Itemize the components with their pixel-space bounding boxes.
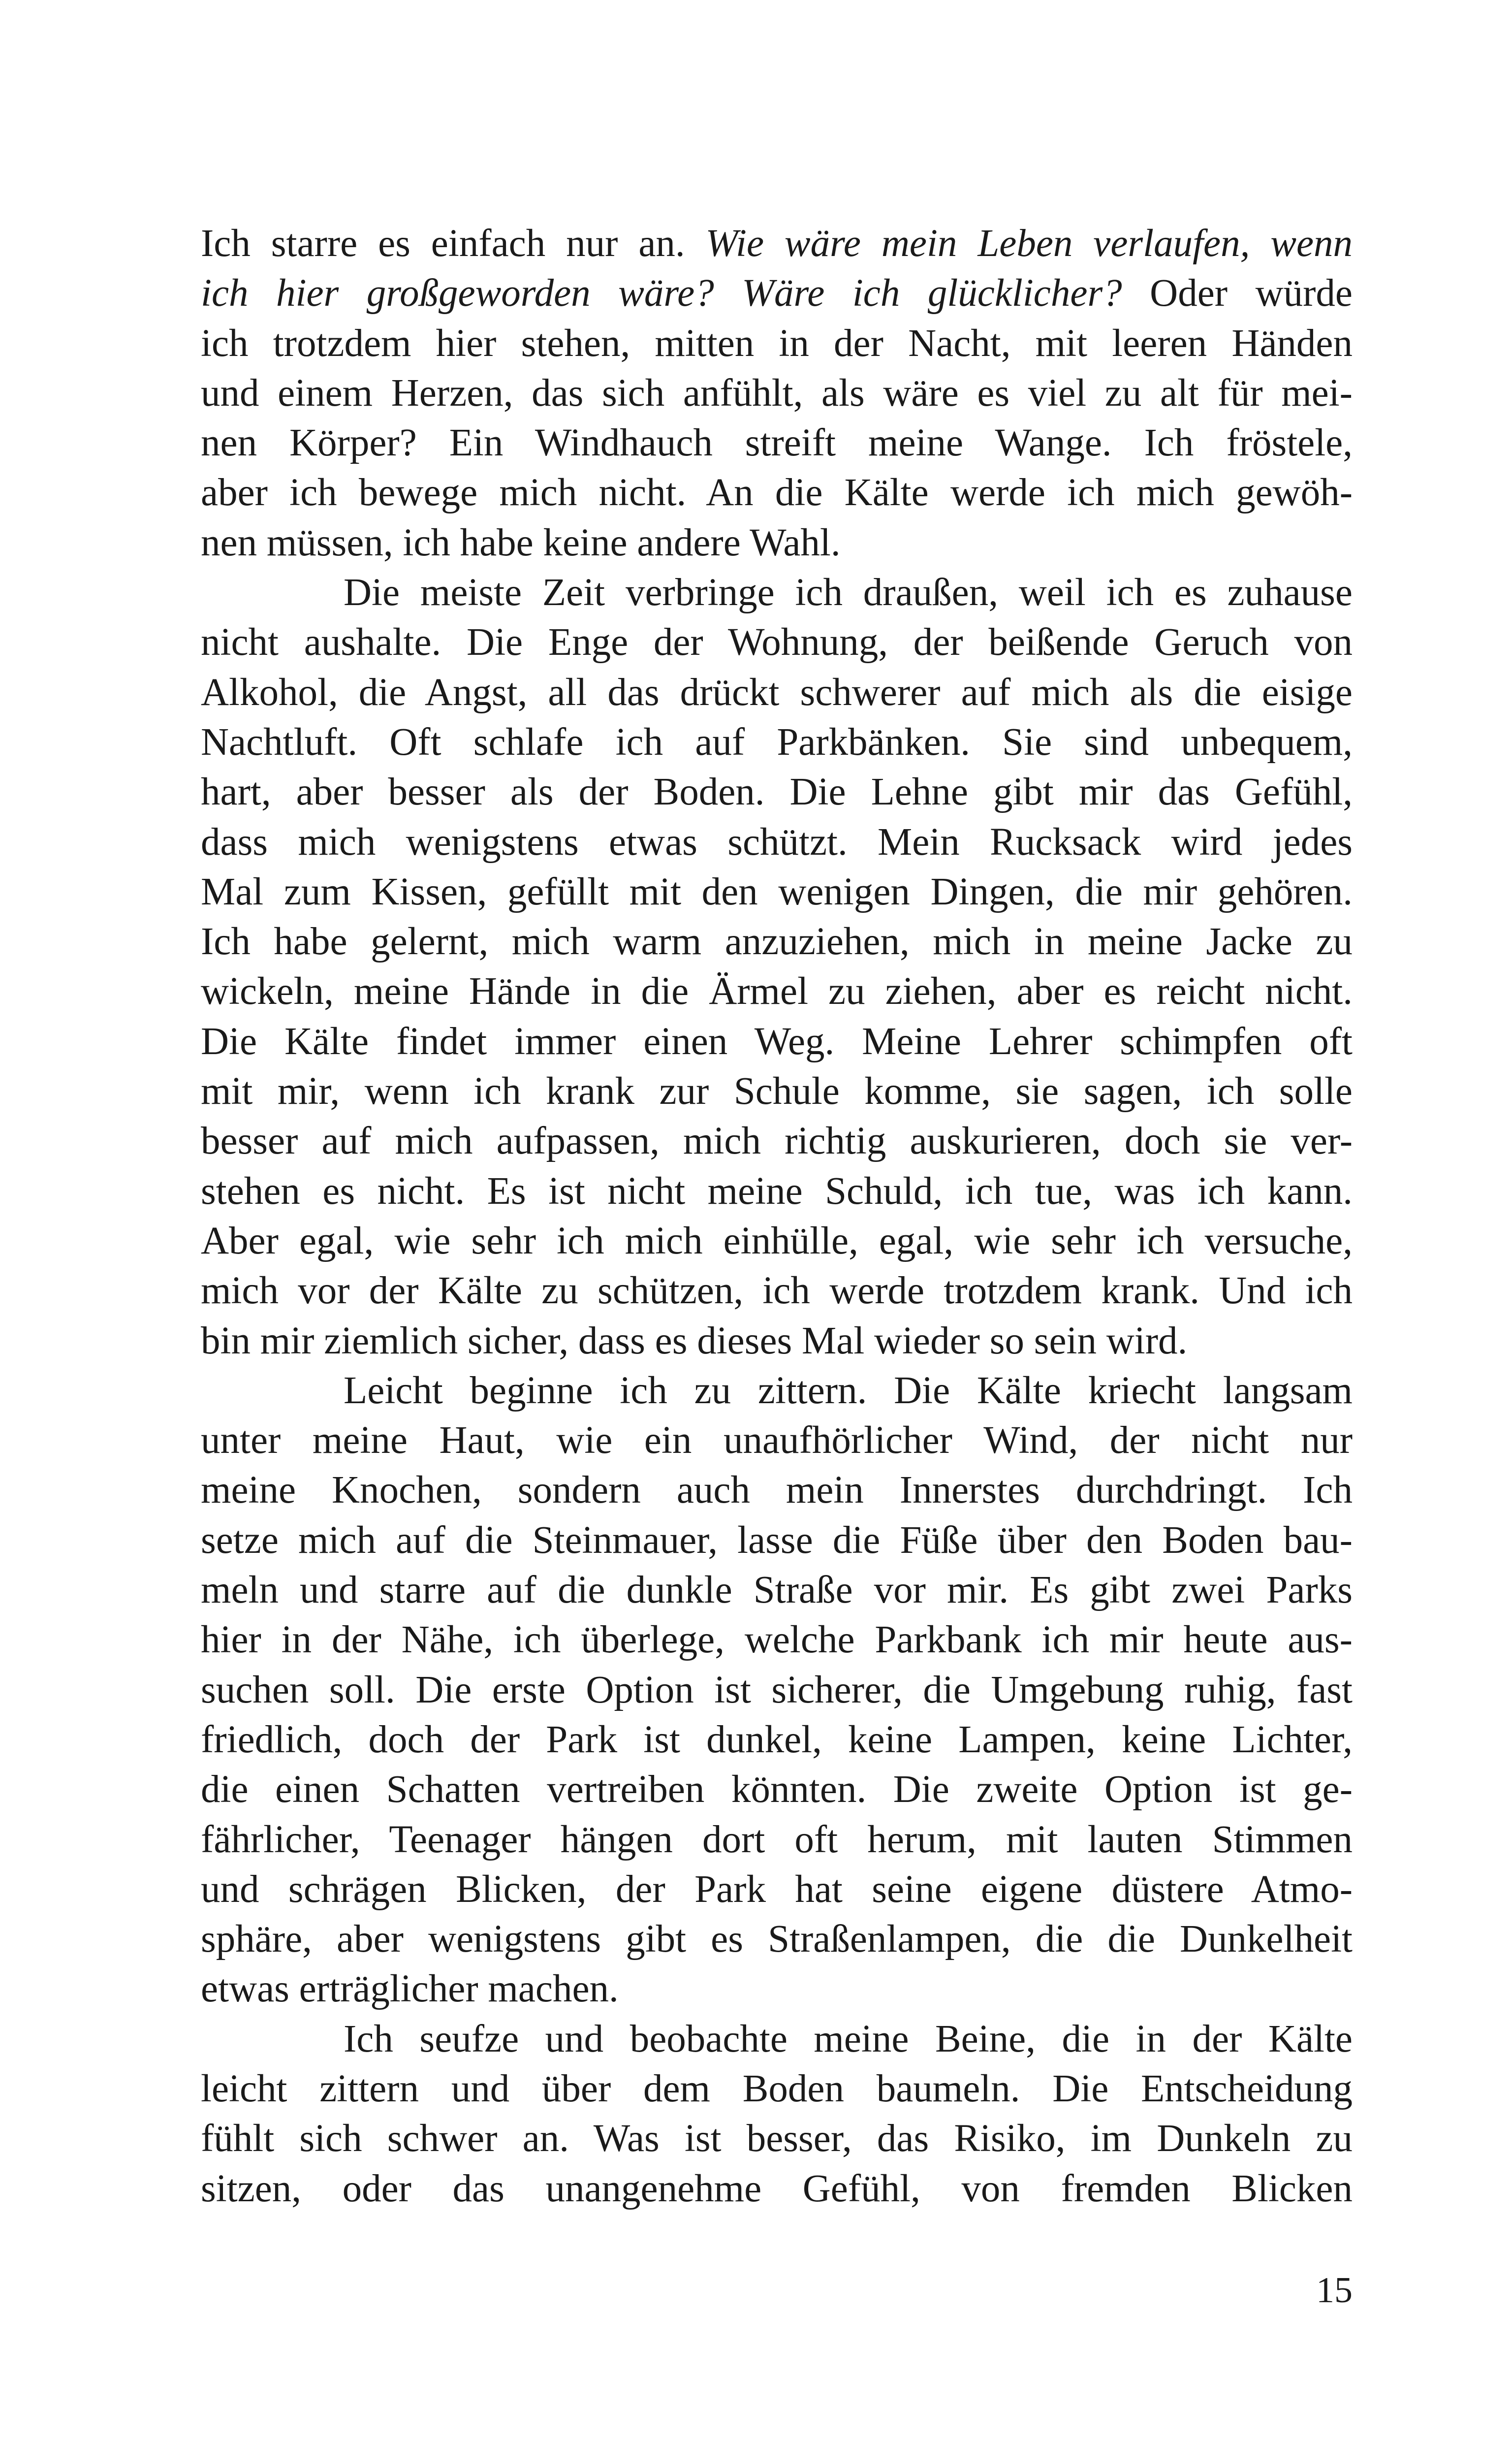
text-line xyxy=(201,1914,1353,1964)
text-segment: nen Körper? Ein Windhauch streift meine Wange. Ich fröstele, xyxy=(201,421,1353,465)
text-segment: dass mich wenigstens etwas schützt. Mein Rucksack wird jedes xyxy=(201,820,1353,864)
text-line xyxy=(201,1665,1353,1715)
text-line xyxy=(201,1815,1353,1864)
text-segment: Ich starre es einfach nur an. xyxy=(201,222,706,265)
text-line xyxy=(201,1415,1353,1465)
text-segment: leicht zittern und über dem Boden baumeln. Die Entscheidung xyxy=(201,2067,1353,2110)
text-line xyxy=(201,1615,1353,1665)
text-segment: aber ich bewege mich nicht. An die Kälte werde ich mich gewöh- xyxy=(201,471,1353,514)
italic-text: ich hier großgeworden wäre? Wäre ich glücklicher? xyxy=(201,272,1122,315)
text-segment: und einem Herzen, das sich anfühlt, als wäre es viel zu alt für mei- xyxy=(201,371,1353,415)
text-segment: Ich habe gelernt, mich warm anzuziehen, mich in meine Jacke zu xyxy=(201,920,1353,964)
paragraph xyxy=(201,568,1353,1366)
text-line xyxy=(201,2164,1353,2214)
text-segment: mich vor der Kälte zu schützen, ich werde trotzdem krank. Und ich xyxy=(201,1269,1353,1313)
text-line xyxy=(201,1864,1353,1914)
text-segment: unter meine Haut, wie ein unaufhörlicher Wind, der nicht nur xyxy=(201,1419,1353,1462)
text-segment: mit mir, wenn ich krank zur Schule komme, sie sagen, ich solle xyxy=(201,1070,1353,1113)
text-segment: Oder würde xyxy=(1122,272,1353,315)
text-segment: bin mir ziemlich sicher, dass es dieses Mal wieder so sein wird. xyxy=(201,1319,1188,1362)
text-line xyxy=(201,1565,1353,1615)
text-segment: meln und starre auf die dunkle Straße vor mir. Es gibt zwei Parks xyxy=(201,1569,1353,1612)
text-line xyxy=(201,966,1353,1016)
text-line xyxy=(201,1216,1353,1266)
text-line xyxy=(201,2064,1353,2114)
text-segment: nen müssen, ich habe keine andere Wahl. xyxy=(201,521,841,564)
text-segment: Leicht beginne ich zu zittern. Die Kälte kriecht langsam xyxy=(344,1369,1353,1412)
text-line xyxy=(201,2014,1353,2064)
text-segment: stehen es nicht. Es ist nicht meine Schuld, ich tue, was ich kann. xyxy=(201,1169,1353,1213)
text-line xyxy=(201,867,1353,917)
text-line xyxy=(201,617,1353,667)
text-segment: wickeln, meine Hände in die Ärmel zu ziehen, aber es reicht nicht. xyxy=(201,970,1353,1013)
text-segment: Ich seufze und beobachte meine Beine, die in der Kälte xyxy=(344,2017,1353,2060)
text-segment: ich trotzdem hier stehen, mitten in der Nacht, mit leeren Händen xyxy=(201,321,1353,365)
paragraph xyxy=(201,2014,1353,2214)
text-segment: fühlt sich schwer an. Was ist besser, das Risiko, im Dunkeln zu xyxy=(201,2117,1353,2160)
text-segment: besser auf mich aufpassen, mich richtig auskurieren, doch sie ver- xyxy=(201,1120,1353,1163)
text-line xyxy=(201,368,1353,418)
text-line xyxy=(201,1116,1353,1166)
text-segment: suchen soll. Die erste Option ist sicherer, die Umgebung ruhig, fast xyxy=(201,1668,1353,1711)
text-line xyxy=(201,1715,1353,1765)
text-line xyxy=(201,1266,1353,1316)
text-segment: etwas erträglicher machen. xyxy=(201,1967,619,2011)
text-line xyxy=(201,1515,1353,1565)
text-line xyxy=(201,1316,1353,1366)
text-line xyxy=(201,1066,1353,1116)
text-segment: Mal zum Kissen, gefüllt mit den wenigen Dingen, die mir gehören. xyxy=(201,870,1353,913)
text-segment: die einen Schatten vertreiben könnten. Die zweite Option ist ge- xyxy=(201,1768,1353,1811)
text-line xyxy=(201,1017,1353,1066)
text-segment: hart, aber besser als der Boden. Die Lehne gibt mir das Gefühl, xyxy=(201,771,1353,814)
body-text xyxy=(201,219,1353,2214)
text-segment: friedlich, doch der Park ist dunkel, keine Lampen, keine Lichter, xyxy=(201,1718,1353,1761)
text-line xyxy=(201,418,1353,468)
text-line xyxy=(201,568,1353,617)
text-segment: und schrägen Blicken, der Park hat seine eigene düstere Atmo- xyxy=(201,1867,1353,1911)
text-segment: Aber egal, wie sehr ich mich einhülle, egal, wie sehr ich versuche, xyxy=(201,1219,1353,1262)
text-line xyxy=(201,767,1353,817)
text-line xyxy=(201,1366,1353,1415)
italic-text: Wie wäre mein Leben verlaufen, wenn xyxy=(705,222,1353,265)
text-line xyxy=(201,1465,1353,1515)
text-segment: sphäre, aber wenigstens gibt es Straßenlampen, die die Dunkelheit xyxy=(201,1918,1353,1961)
text-segment: Die Kälte findet immer einen Weg. Meine Lehrer schimpfen oft xyxy=(201,1020,1353,1063)
text-segment: hier in der Nähe, ich überlege, welche Parkbank ich mir heute aus- xyxy=(201,1618,1353,1662)
text-line xyxy=(201,468,1353,517)
text-line xyxy=(201,1166,1353,1216)
text-segment: nicht aushalte. Die Enge der Wohnung, der beißende Geruch von xyxy=(201,621,1353,664)
paragraph xyxy=(201,219,1353,568)
text-line xyxy=(201,219,1353,268)
text-line xyxy=(201,518,1353,568)
page-number: 15 xyxy=(1316,2270,1353,2311)
paragraph xyxy=(201,1366,1353,2014)
text-segment: meine Knochen, sondern auch mein Innerstes durchdringt. Ich xyxy=(201,1469,1353,1512)
text-segment: setze mich auf die Steinmauer, lasse die Füße über den Boden bau- xyxy=(201,1518,1353,1562)
text-line xyxy=(201,2114,1353,2163)
text-line xyxy=(201,1765,1353,1814)
text-segment: fährlicher, Teenager hängen dort oft herum, mit lauten Stimmen xyxy=(201,1818,1353,1861)
text-line xyxy=(201,268,1353,318)
text-segment: Die meiste Zeit verbringe ich draußen, weil ich es zuhause xyxy=(344,571,1353,614)
text-segment: Alkohol, die Angst, all das drückt schwerer auf mich als die eisige xyxy=(201,671,1353,714)
text-segment: sitzen, oder das unangenehme Gefühl, von fremden Blicken xyxy=(201,2167,1353,2210)
text-line xyxy=(201,1964,1353,2014)
text-line xyxy=(201,717,1353,767)
text-line xyxy=(201,668,1353,717)
text-segment: Nachtluft. Oft schlafe ich auf Parkbänken. Sie sind unbequem, xyxy=(201,720,1353,764)
text-line xyxy=(201,917,1353,966)
text-line xyxy=(201,319,1353,368)
text-line xyxy=(201,817,1353,867)
